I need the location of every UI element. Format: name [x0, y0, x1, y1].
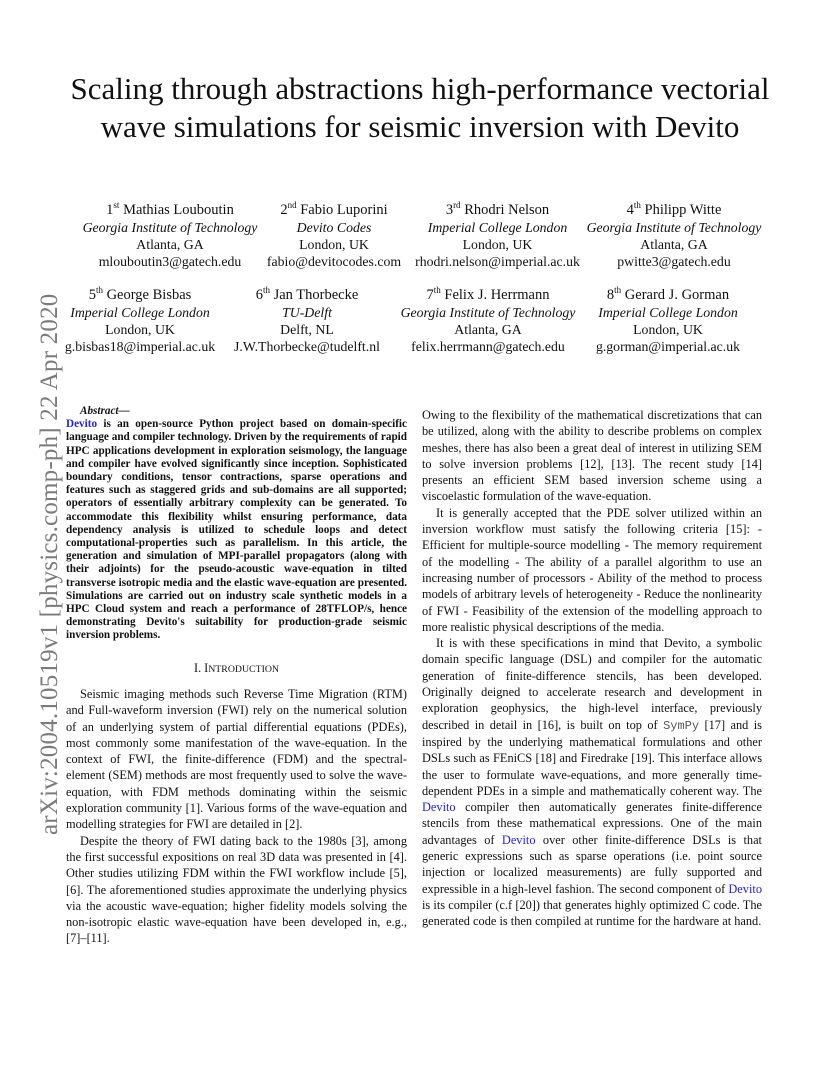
- text-run: is its compiler (c.f [20]) that generates highly optimized C code. The generated code is then compiled at runtime for the hardware at hand.: [422, 897, 762, 929]
- author-email: mlouboutin3@gatech.edu: [98, 254, 242, 269]
- section-heading-introduction: [66, 660, 407, 678]
- abstract-heading: Abstract—: [80, 405, 130, 417]
- author-affiliation: Imperial College London: [427, 220, 568, 235]
- devito-link[interactable]: Devito: [66, 418, 98, 431]
- devito-link[interactable]: Devito: [728, 881, 762, 896]
- author-ordinal-suffix: st: [113, 200, 120, 211]
- text-run: It is with these specifications in mind that Devito, a symbolic domain specific language (DSL) and compiler for the automatic generation of finite-difference stencils, has been developed. Originally deigned to accelerate research and development in exploration geophysics, the high-level interface, previously described in detail in [16], is built on top of: [422, 636, 762, 732]
- author-block: [222, 286, 392, 355]
- text-run: over other finite-difference DSLs is that generic expressions such as sparse operations (i.e. point source injection or localized measurements) are fully supported and expressible in a high-level fashion. The second component of: [422, 832, 762, 896]
- author-location: Atlanta, GA: [136, 237, 204, 252]
- author-location: London, UK: [633, 322, 703, 337]
- author-location: Delft, NL: [280, 322, 334, 337]
- author-ordinal: 4: [626, 202, 634, 218]
- author-block: [574, 201, 774, 270]
- abstract-text: is an open-source Python project based on domain-specific language and compiler technology. Driven by the requirements of rapid HPC applications development in exploration seismology, the language and compiler have evolved significantly since inception. Sophisticated boundary conditions, tensor contractions, sparse operations and features such as staggered grids and sub-domains are all supported; operators of essentially arbitrary complexity can be generated. To accommodate this flexibility whilst ensuring performance, data dependency analysis is utilized to schedule loops and detect computational-properties such as parallelism. In this article, the generation and simulation of MPI-parallel propagators (along with their adjoints) for the pseudo-acoustic wave-equation in tilted transverse isotropic media and the elastic wave-equation are presented. Simulations are carried out on industry scale synthetic models in a HPC Cloud system and reach a performance of 28TFLOP/s, hence demonstrating Devito's suitability for production-grade seismic inversion problems.: [66, 418, 407, 642]
- author-name: Mathias Louboutin: [123, 202, 234, 218]
- author-email: rhodri.nelson@imperial.ac.uk: [415, 254, 580, 269]
- author-block: [405, 201, 590, 270]
- section-title-rest: NTRODUCTION: [208, 663, 279, 675]
- arxiv-identifier: arXiv:2004.10519v1 [physics.comp-ph] 22 Apr 2020: [36, 293, 63, 835]
- author-affiliation: Imperial College London: [70, 305, 210, 320]
- paper-title: Scaling through abstractions high-performance vectorial wave simulations for seismic inversion with Devito: [70, 71, 770, 144]
- author-ordinal-suffix: nd: [287, 200, 297, 211]
- author-location: London, UK: [105, 322, 175, 337]
- section-title-initial: I: [204, 660, 209, 675]
- author-location: London, UK: [462, 237, 533, 252]
- intro-paragraph-1: Seismic imaging methods such Reverse Time Migration (RTM) and Full-waveform inversion (FWI) rely on the numerical solution of an underlying system of partial differential equations (PDEs), most commonly some manifestation of the wave-equation. In the context of FWI, the finite-difference (FDM) and the spectral-element (SEM) methods are most frequently used to solve the wave-equation, with FDM methods dominating within the seismic exploration community [1]. Various forms of the wave-equation and modelling strategies for FWI are detailed in [2].: [66, 686, 407, 832]
- author-affiliation: Devito Codes: [296, 220, 372, 235]
- author-email: pwitte3@gatech.edu: [617, 254, 731, 269]
- author-block: [55, 286, 225, 355]
- abstract: [66, 405, 407, 643]
- author-block: [388, 286, 588, 355]
- section-number: I.: [194, 660, 205, 675]
- author-location: London, UK: [299, 237, 369, 252]
- author-ordinal: 5: [88, 287, 96, 303]
- author-ordinal-suffix: th: [262, 285, 270, 296]
- author-email: felix.herrmann@gatech.edu: [411, 339, 565, 354]
- author-block: [583, 286, 753, 355]
- author-ordinal-suffix: th: [95, 285, 103, 296]
- author-email: g.gorman@imperial.ac.uk: [595, 339, 741, 354]
- author-name: Gerard J. Gorman: [624, 287, 730, 303]
- author-ordinal: 2: [280, 202, 288, 218]
- author-location: Atlanta, GA: [640, 237, 708, 252]
- author-affiliation: Georgia Institute of Technology: [586, 220, 762, 235]
- author-ordinal-suffix: th: [633, 200, 641, 211]
- author-ordinal-suffix: th: [433, 285, 441, 296]
- author-name: Jan Thorbecke: [273, 287, 359, 303]
- author-block: [70, 201, 270, 270]
- author-location: Atlanta, GA: [454, 322, 522, 337]
- author-ordinal: 3: [445, 202, 454, 218]
- right-paragraph-1: Owing to the flexibility of the mathematical discretizations that can be utilized, along with the ability to describe problems on complex meshes, there has also been a great deal of interest in utilizing SEM to solve inversion problems [12], [13]. The recent study [14] presents an efficient SEM based inversion scheme using a viscoelastic formulation of the wave-equation.: [422, 408, 762, 504]
- author-email: J.W.Thorbecke@tudelft.nl: [234, 339, 380, 354]
- author-email: fabio@devitocodes.com: [266, 254, 402, 269]
- left-column: [66, 405, 407, 947]
- author-name: Fabio Luporini: [300, 202, 388, 218]
- author-name: George Bisbas: [106, 287, 192, 303]
- author-affiliation: Georgia Institute of Technology: [400, 305, 576, 320]
- author-ordinal: 1: [106, 202, 114, 218]
- author-name: Philipp Witte: [644, 202, 722, 218]
- author-ordinal: 7: [426, 287, 434, 303]
- text-run: compiler then automatically generates finite-difference stencils from these mathematical expressions. One of the main advantages of: [422, 800, 762, 847]
- author-email: g.bisbas18@imperial.ac.uk: [64, 339, 216, 354]
- devito-link[interactable]: Devito: [422, 800, 456, 815]
- author-name: Rhodri Nelson: [464, 202, 550, 218]
- author-ordinal-suffix: rd: [453, 200, 461, 211]
- author-name: Felix J. Herrmann: [444, 287, 550, 303]
- text-run: [17] and is inspired by the underlying mathematical formulations and other DSLs such as FEniCS [18] and Firedrake [19]. This interface allows the user to formulate wave-equations, and more generally time-dependent PDEs in a simple and mathematically coherent way. The: [422, 717, 762, 798]
- author-ordinal: 8: [606, 287, 615, 303]
- sympy-code: SymPy: [663, 718, 700, 733]
- intro-paragraph-2: Despite the theory of FWI dating back to the 1980s [3], among the first successful expositions on real 3D data was presented in [4]. Other studies utilizing FDM within the FWI workflow include [5], [6]. The aforementioned studies approximate the underlying physics via the acoustic wave-equation; higher fidelity models solving the non-isotropic elastic wave-equation have been developed in, e.g., [7]–[11].: [66, 833, 407, 946]
- author-affiliation: Georgia Institute of Technology: [82, 220, 258, 235]
- author-affiliation: Imperial College London: [598, 305, 738, 320]
- devito-link[interactable]: Devito: [501, 832, 536, 847]
- right-paragraph-2: It is generally accepted that the PDE solver utilized within an inversion workflow must satisfy the following criteria [15]: - Efficient for multiple-source modelling - The memory requirement of the modelling - The ability of a parallel algorithm to use an increasing number of processors - Ability of the method to process models of arbitrary levels of heterogeneity - Reduce the nonlinearity of FWI - Feasibility of the extension of the modelling approach to more realistic physical descriptions of the media.: [422, 505, 762, 634]
- author-ordinal: 6: [255, 287, 263, 303]
- right-paragraph-3: [422, 635, 762, 929]
- author-ordinal-suffix: th: [614, 285, 622, 296]
- author-affiliation: TU-Delft: [282, 305, 332, 320]
- right-column: [422, 407, 762, 930]
- author-block: [248, 201, 420, 270]
